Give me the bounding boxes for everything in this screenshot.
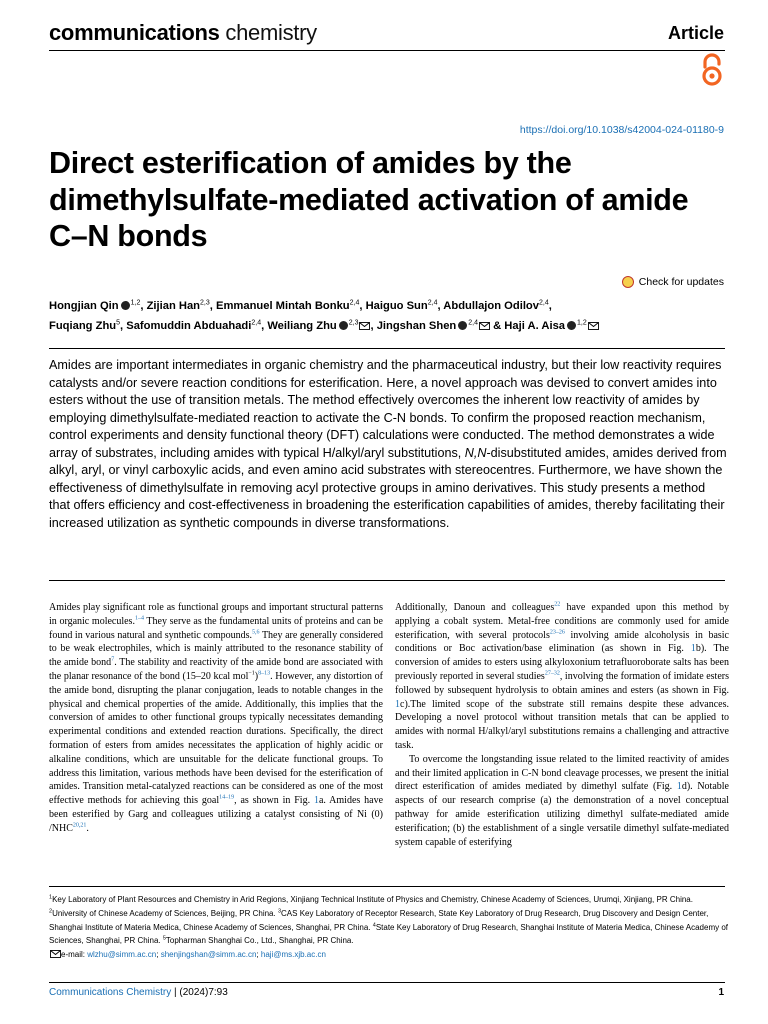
email-link[interactable]: wlzhu@simm.ac.cn <box>87 950 157 960</box>
orcid-icon[interactable] <box>121 301 130 310</box>
mail-icon[interactable] <box>359 322 370 330</box>
open-access-lock-icon <box>700 53 724 87</box>
mail-icon[interactable] <box>479 322 490 330</box>
figure-link[interactable]: 1 <box>690 643 696 655</box>
body-column-right <box>395 601 729 849</box>
footer-citation: Communications Chemistry | (2024)7:93 <box>49 987 228 998</box>
author[interactable]: Emmanuel Mintah Bonku$^{2,4}$ <box>215 299 360 312</box>
author[interactable]: Abdullajon Odilov$^{2,4}$ <box>443 299 549 312</box>
email-link[interactable]: haji@ms.xjb.ac.cn <box>260 950 326 960</box>
footer-journal-link[interactable]: Communications Chemistry <box>49 987 172 998</box>
citation-link[interactable]: 7 <box>111 656 115 663</box>
mail-icon <box>50 950 61 958</box>
author[interactable]: Safomuddin Abduahadi$^{2,4}$ <box>126 319 262 332</box>
affiliations-rule <box>49 886 725 887</box>
figure-link[interactable]: 1 <box>676 781 682 793</box>
article-title: Direct esterification of amides by the dimethylsulfate-mediated activation of amide C–N bonds <box>49 146 689 253</box>
check-updates-label: Check for updates <box>638 276 724 288</box>
abstract: Amides are important intermediates in organic chemistry and the pharmaceutical industry, but their low reactivity requires catalysts and/or severe reaction conditions for esterification. Here, a novel approach was devised to convert amides into esters without the use of transition metals. The method effectively overcomes the inherent low reactivity of amides by employing dimethylsulfate-mediated reaction to activate the C-N bonds. To confirm the proposed reaction mechanism, control experiments and density functional theory (DFT) calculations were conducted. The method demonstrates a wide array of substrates, including amides with typical H/alkyl/aryl substitutions, N,N-disubstituted amides, amides derived from alkyl, aryl, or vinyl carboxylic acids, and even amino acid substrates with stereocentres. Furthermore, we have shown the effectiveness of dimethylsulfate in removing acyl protective groups in amino derivatives. This study presents a method that offers efficiency and cost-effectiveness in broadening the esterification capabilities of amides, thereby facilitating their increased utilization as synthetic compounds in diverse transformations. <box>49 358 727 530</box>
journal-name[interactable] <box>49 20 317 46</box>
citation-link[interactable]: 20,21 <box>72 822 87 829</box>
check-updates-icon <box>622 276 634 288</box>
doi-link[interactable]: https://doi.org/10.1038/s42004-024-01180-9 <box>519 124 724 136</box>
mail-icon[interactable] <box>588 322 599 330</box>
header-rule <box>49 50 725 51</box>
citation-link[interactable]: 23–26 <box>549 629 565 636</box>
author[interactable]: Jingshan Shen $^{2,4}$ <box>377 320 490 332</box>
citation-link[interactable]: 1–4 <box>134 615 144 622</box>
abstract-rule-bottom <box>49 580 725 581</box>
citation-link[interactable]: 5,6 <box>252 629 260 636</box>
author[interactable]: Zijian Han$^{2,3}$ <box>146 299 210 312</box>
author[interactable]: Hongjian Qin $^{1,2}$ <box>49 299 141 312</box>
body-column-left <box>49 601 383 836</box>
citation-link[interactable]: 27–32 <box>544 670 560 677</box>
check-for-updates-button[interactable] <box>622 276 724 288</box>
abstract-rule-top <box>49 348 725 349</box>
citation-link[interactable]: 8–13 <box>258 670 271 677</box>
author[interactable]: Fuqiang Zhu$^5$ <box>49 319 121 332</box>
affiliations: $^1$Key Laboratory of Plant Resources and Chemistry in Arid Regions, Xinjiang Technical Institute of Physics and Chemistry, Chinese Academy of Sciences, Urumqi, Xinjiang, PR China. $^2$University of Chinese Academy of Sciences, Beijing, PR China. $^3$CAS Key Laboratory of Receptor Research, State Key Laboratory of Drug Research, Drug Discovery and Design Center, Shanghai Institute of Materia Medica, Chinese Academy of Sciences, Shanghai, PR China. $^4$State Key Laboratory of Drug Research, Shanghai Institute of Materia Medica, Chinese Academy of Sciences, Shanghai, PR China. $^5$Topharman Shanghai Co., Ltd., Shanghai, PR China. e-mail: wlzhu@simm.ac.cn; shenjingshan@simm.ac.cn; haji@ms.xjb.ac.cn <box>49 894 729 960</box>
journal-name-bold: communications <box>49 20 220 45</box>
orcid-icon[interactable] <box>339 321 348 330</box>
body-paragraph: Additionally, Danoun and colleagues$^{22}$ have expanded upon this method by applying a cobalt system. Metal-free conditions are commonly used for amide esterification, with several protocols$^{23-26}$ involving amide alcoholysis in basic conditions or Boc activation/base elimination (as shown in Fig. 1b). The conversion of amides to esters using alkyloxonium tetrafluoroborate salts has been previously reported in several studies$^{27-32}$, involving the formation of imidate esters followed by subsequent hydrolysis to obtain amines and esters (as shown in Fig. 1c).The limited scope of the substrate still remains despite these advances. Developing a novel protocol without transition metals that can be applied to amides with normal H/alkyl/aryl substitutions remains a challenging and attractive task. <box>395 601 730 751</box>
author-list: Hongjian Qin $^{1,2}$, Zijian Han$^{2,3}$, Emmanuel Mintah Bonku$^{2,4}$, Haiguo Sun$^{2,4}$, Abdullajon Odilov$^{2,4}$, Fuqiang Zhu$^5$, Safomuddin Abduahadi$^{2,4}$, Weiliang Zhu $^{2,3}$ , Jingshan Shen $^{2,4}$ & Haji A. Aisa $^{1,2}$ <box>49 296 729 336</box>
footer-rule <box>49 982 725 983</box>
figure-link[interactable]: 1 <box>395 698 400 710</box>
citation-link[interactable]: 22 <box>554 601 561 608</box>
author[interactable]: Haiguo Sun$^{2,4}$ <box>365 299 438 312</box>
page-number: 1 <box>718 987 724 998</box>
body-paragraph: To overcome the longstanding issue related to the limited reactivity of amides and their limited application in C-N bond cleavage processes, we present the initial direct esterification of amides mediated by dimethyl sulfate (Fig. 1d). Notable aspects of our research comprise (a) the demonstration of a novel conceptual pathway for amide esterification utilizing dimethyl sulfate-mediated amide esterification; (b) the establishment of a single versatile dimethyl sulfate-mediated system capable of esterifying <box>395 753 729 848</box>
article-type-label: Article <box>667 23 724 43</box>
body-paragraph: Amides play significant role as functional groups and important structural patterns in organic molecules.$^{1-4}$ They serve as the fundamental units of proteins and can be found in various natural and synthetic compounds.$^{5,6}$ They are generally considered to be weak electrophiles, which is mainly attributed to the resonance stability of the amide bond$^7$. The stability and reactivity of the amide bond are associated with the planar resonance of the bond (15–20 kcal mol$^{-1}$)$^{8-13}$. However, any distortion of the amide bond, disrupting the planar conjugation, leads to notable changes in the physical and chemical properties of the amide. Additionally, this implies that the conversion of amides to other functional groups typically necessitates demanding experimental conditions and extended reaction durations. Specifically, the direct formation of esters from amides necessitates the application of highly acidic or alkaline conditions, which are unsuitable for the delicate functional groups. To address this limitation, various methods have been devised for the esterification of amides. Transition metal-catalyzed reactions can be considered as one of the most effective methods for achieving this goal$^{14-19}$, as shown in Fig. 1a. Amides have been esterified by Garg and colleagues utilizing a catalyst consisting of Ni (0) /NHC$^{20,21}$. <box>49 602 384 834</box>
figure-link[interactable]: 1 <box>313 795 319 807</box>
author[interactable]: Haji A. Aisa $^{1,2}$ <box>504 320 598 332</box>
orcid-icon[interactable] <box>458 321 467 330</box>
author[interactable]: Weiliang Zhu $^{2,3}$ <box>267 320 370 332</box>
orcid-icon[interactable] <box>567 321 576 330</box>
email-link[interactable]: shenjingshan@simm.ac.cn <box>160 950 257 960</box>
journal-name-light: chemistry <box>225 20 317 45</box>
citation-link[interactable]: 14–19 <box>219 794 235 801</box>
email-line: e-mail: wlzhu@simm.ac.cn; shenjingshan@simm.ac.cn; haji@ms.xjb.ac.cn <box>49 950 326 959</box>
